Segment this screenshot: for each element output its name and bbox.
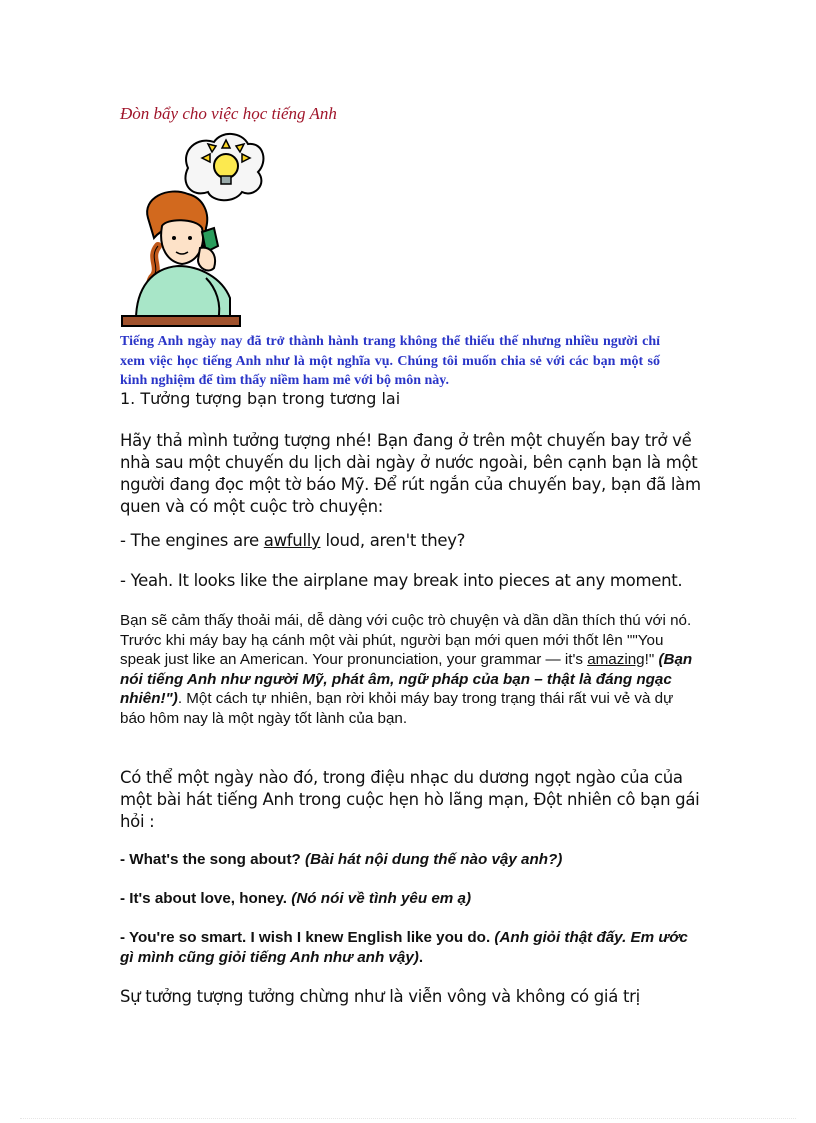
question-2-en: - It's about love, honey.	[120, 890, 292, 907]
dialogue-1-prefix: - The engines are	[120, 531, 264, 550]
paragraph-4: Sự tưởng tượng tưởng chừng như là viễn vông và không có giá trị	[120, 987, 640, 1006]
para-2-italic: (Bạn nói tiếng Anh như người Mỹ, phát âm, ngữ pháp của bạn – thật là đáng ngạc nhiên!")	[120, 651, 693, 707]
girl-on-phone-lightbulb-illustration	[118, 128, 268, 330]
question-2-vi: (Nó nói về tình yêu em ạ)	[291, 890, 472, 907]
question-2	[120, 889, 695, 909]
dialogue-line-1	[120, 530, 705, 552]
article-title: Đòn bẩy cho việc học tiếng Anh	[120, 104, 337, 123]
dialogue-1-underlined: awfully	[263, 531, 321, 550]
para-2-part-1: Bạn sẽ cảm thấy thoải mái, dễ dàng với cuộc trò chuyện và dần dần thích thú với nó. Trước khi máy bay hạ cánh một vài phút, người bạn mới quen mới thốt lên ""You speak just like an American. Your pronunciation, your grammar — it's	[120, 612, 692, 668]
paragraph-2	[120, 611, 695, 728]
question-3-vi: (Anh giỏi thật đấy. Em ước gì mình cũng giỏi tiếng Anh như anh vậy)	[120, 929, 688, 966]
question-1	[120, 850, 695, 870]
paragraph-3: Có thể một ngày nào đó, trong điệu nhạc du dương ngọt ngào của của một bài hát tiếng Anh trong cuộc hẹn hò lãng mạn, Đột nhiên cô bạn gái hỏi :	[120, 768, 700, 831]
para-2-part-3: . Một cách tự nhiên, bạn rời khỏi máy bay trong trạng thái rất vui vẻ và dự báo hôm nay là một ngày tốt lành của bạn.	[120, 690, 674, 727]
paragraph-1: Hãy thả mình tưởng tượng nhé! Bạn đang ở trên một chuyến bay trở về nhà sau một chuyến du lịch dài ngày ở nước ngoài, bên cạnh bạn là một người đang đọc một tờ báo Mỹ. Để rút ngắn của chuyến bay, bạn đã làm quen và có một cuộc trò chuyện:	[120, 431, 701, 516]
question-3	[120, 928, 695, 967]
intro-paragraph: Tiếng Anh ngày nay đã trở thành hành trang không thể thiếu thế nhưng nhiều người chỉ xem việc học tiếng Anh như là một nghĩa vụ. Chúng tôi muốn chia sẻ với các bạn một số kinh nghiệm để tìm thấy niềm ham mê với bộ môn này.	[120, 334, 660, 388]
dialogue-line-2: - Yeah. It looks like the airplane may break into pieces at any moment.	[120, 571, 683, 590]
question-3-en: - You're so smart. I wish I knew English like you do.	[120, 929, 495, 946]
para-2-part-2: !"	[644, 651, 659, 668]
question-3-end: .	[418, 948, 424, 966]
dialogue-1-suffix: loud, aren't they?	[320, 531, 466, 550]
page-bottom-divider	[20, 1118, 796, 1119]
question-1-vi: (Bài hát nội dung thế nào vậy anh?)	[305, 851, 563, 868]
question-1-en: - What's the song about?	[120, 851, 306, 868]
para-2-underlined: amazing	[587, 651, 645, 668]
section-heading: 1. Tưởng tượng bạn trong tương lai	[120, 389, 401, 408]
